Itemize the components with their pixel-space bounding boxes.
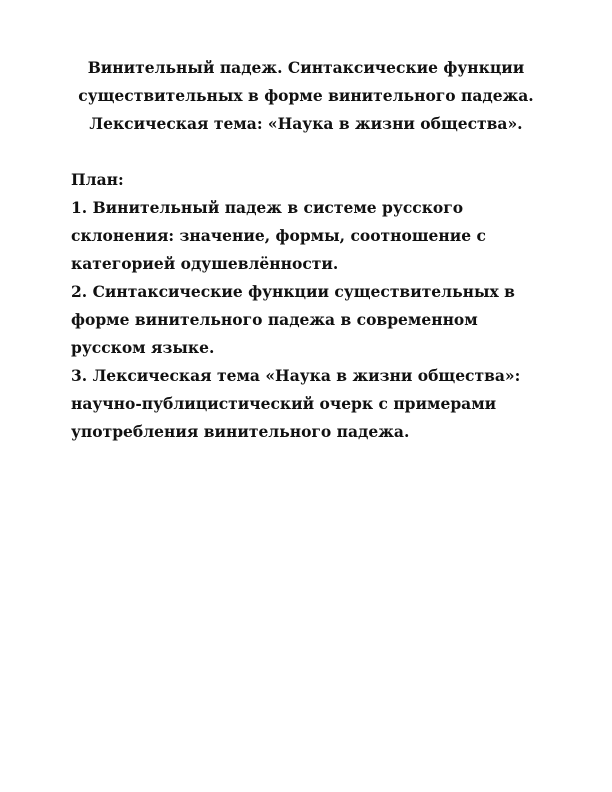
title-line: Лексическая тема: «Наука в жизни общества».	[89, 114, 523, 133]
plan-item-line: употребления винительного падежа.	[71, 422, 410, 441]
plan-heading: План:	[71, 170, 124, 189]
plan-item-line: форме винительного падежа в современном	[71, 310, 478, 329]
plan-item-3	[71, 362, 551, 446]
title-line: существительных в форме винительного падежа.	[78, 86, 534, 105]
plan-item-line: категорией одушевлённости.	[71, 254, 339, 273]
title-line: Винительный падеж. Синтаксические функции	[87, 58, 525, 77]
plan-item-line: 2. Синтаксические функции существительных в	[71, 282, 515, 301]
plan-item-line: научно-публицистический очерк с примерами	[71, 394, 497, 413]
plan-item-line: русском языке.	[71, 338, 215, 357]
document-title	[60, 54, 552, 138]
plan-section	[71, 166, 551, 446]
plan-item-2	[71, 278, 551, 362]
plan-item-line: 3. Лексическая тема «Наука в жизни общества»:	[71, 366, 521, 385]
plan-item-line: 1. Винительный падеж в системе русского	[71, 198, 464, 217]
plan-item-1	[71, 194, 551, 278]
plan-item-line: склонения: значение, формы, соотношение с	[71, 226, 486, 245]
